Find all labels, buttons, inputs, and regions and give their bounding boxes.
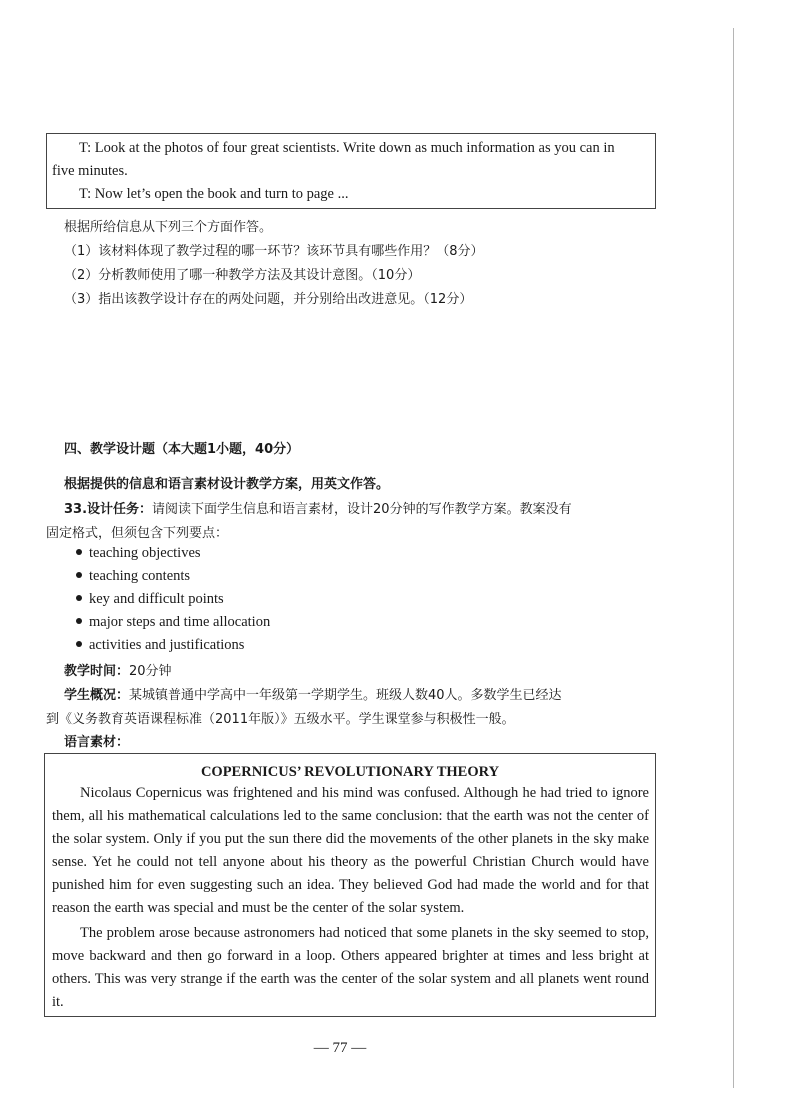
students-text-1: 某城镇普通中学高中一年级第一学期学生。班级人数40人。多数学生已经达 — [129, 688, 562, 703]
students-line-1 — [64, 684, 562, 703]
dialogue-line-2: T: Now let’s open the book and turn to page ... — [79, 186, 349, 202]
bullet-dot — [76, 641, 82, 647]
passage-paragraph-1: Nicolaus Copernicus was frightened and his mind was confused. Although he had tried to ignore them, all his mathematical calculations led to the same conclusion: that the earth was not the center of the solar system. Only if you put the sun there did the movements of the other planets in the sky make sense. Yet he could not tell anyone about his theory as the powerful Christian Church would have punished him for even suggesting such an idea. They believed God had made the world and for that reason the earth was special and must be the center of the solar system. — [52, 785, 649, 916]
teaching-time-label: 教学时间： — [64, 664, 130, 679]
students-label: 学生概况： — [64, 688, 130, 703]
task-line-2: 固定格式，但须包含下列要点： — [46, 526, 229, 541]
section-heading: 四、教学设计题（本大题1小题，40分） — [64, 442, 300, 457]
teaching-time — [64, 660, 172, 679]
dialogue-line-1a: T: Look at the photos of four great scientists. Write down as much information as you can in — [79, 140, 615, 156]
passage-title: COPERNICUS’ REVOLUTIONARY THEORY — [200, 764, 500, 780]
question-1: （1）该材料体现了教学过程的哪一环节？该环节具有哪些作用？（8分） — [64, 244, 484, 259]
section-subheading: 根据提供的信息和语言素材设计教学方案，用英文作答。 — [64, 477, 390, 492]
instructions-intro: 根据所给信息从下列三个方面作答。 — [64, 220, 273, 235]
task-text-1: 请阅读下面学生信息和语言素材，设计20分钟的写作教学方案。教案没有 — [152, 502, 572, 517]
right-margin-rule — [733, 28, 734, 1088]
dialogue-line-1b: five minutes. — [52, 163, 128, 179]
question-2: （2）分析教师使用了哪一种教学方法及其设计意图。（10分） — [64, 268, 421, 283]
dialogue-box — [46, 133, 656, 209]
question-3: （3）指出该教学设计存在的两处问题，并分别给出改进意见。（12分） — [64, 292, 473, 307]
passage-box — [44, 753, 656, 1017]
task-line-1 — [64, 498, 572, 517]
bullet-dot — [76, 572, 82, 578]
bullet-dot — [76, 595, 82, 601]
students-line-2: 到《义务教育英语课程标准（2011年版）》五级水平。学生课堂参与积极性一般。 — [46, 712, 515, 727]
bullet-item: teaching contents — [76, 568, 190, 585]
bullet-item: key and difficult points — [76, 591, 224, 608]
bullet-item: activities and justifications — [76, 637, 244, 654]
material-label: 语言素材： — [64, 735, 130, 750]
bullet-item: teaching objectives — [76, 545, 201, 562]
bullet-item: major steps and time allocation — [76, 614, 270, 631]
page-number: — 77 — — [313, 1040, 367, 1056]
bullet-dot — [76, 618, 82, 624]
passage-paragraph-2: The problem arose because astronomers had noticed that some planets in the sky seemed to stop, move backward and then go forward in a loop. Others appeared brighter at times and less bright at others. This was very strange if the earth was the center of the solar system and all planets went round it. — [52, 925, 649, 1010]
bullet-dot — [76, 549, 82, 555]
teaching-time-value: 20分钟 — [129, 664, 172, 679]
task-label: 33.设计任务： — [64, 502, 153, 517]
